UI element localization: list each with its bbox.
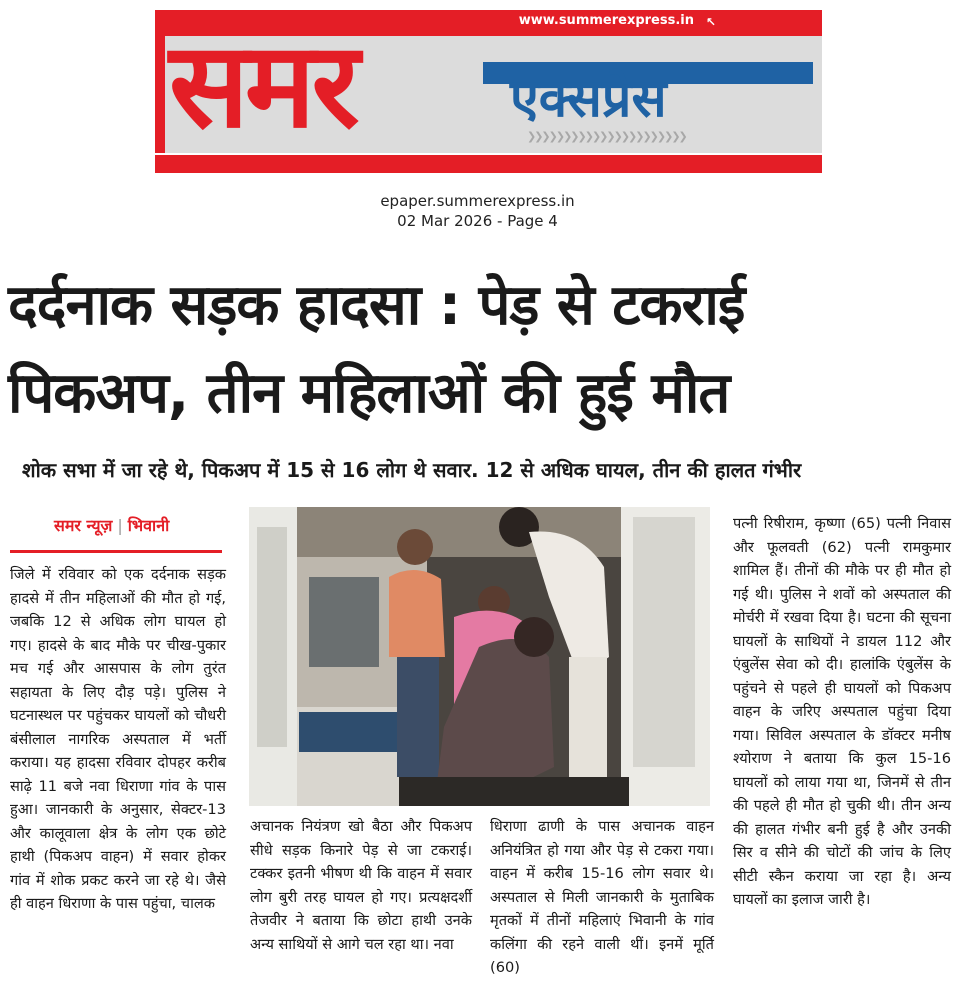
byline-text — [54, 514, 169, 536]
newspaper-subbrand: एक्सप्रेस — [510, 69, 667, 129]
epaper-site: epaper.summerexpress.in — [380, 192, 575, 210]
masthead-left-accent — [155, 36, 165, 153]
newspaper-logo: समर — [169, 16, 356, 154]
article-column-2: अचानक नियंत्रण खो बैठा और पिकअप सीधे सड़क किनारे पेड़ से जा टकराई। टक्कर इतनी भीषण थी कि वाहन में सवार लोग बुरी तरह घायल हो गए। प्रत्यक्षदर्शी तेजवीर ने बताया कि छोटा हाथी उनके अन्य साथियों से आगे चल रहा था। नवा — [250, 818, 472, 953]
article-column-4: पत्नी रिषीराम, कृष्णा (65) पत्नी निवास और फूलवती (62) पत्नी रामकुमार शामिल हैं। तीनों की मौके पर ही मौत हो गई थी। पुलिस ने शवों को अस्पताल की मोर्चरी में रखवा दिया है। घटना की सूचना घायलों के साथियों ने डायल 112 और एंबुलेंस सेवा को दी। हालांकि एंबुलेंस के पहुंचने से पहले ही घायलों को पिकअप वाहन के जरिए अस्पताल पहुंचा दिया गया। सिविल अस्पताल के डॉक्टर मनीष श्योराण ने बताया कि कुल 15-16 घायलों को लाया गया था, जिनमें से तीन की पहले ही मौत हो चुकी थी। तीन अन्य की हालत गंभीर बनी हुई है और उनकी सिर व सीने की चोटों की जांच के लिए सीटी स्कैन कराया जा रहा है। अन्य घायलों का इलाज जारी है। — [733, 515, 951, 908]
headline-line-2: पिकअप, तीन महिलाओं की हुई मौत — [8, 361, 730, 426]
article-column-3: धिराणा ढाणी के पास अचानक वाहन अनियंत्रित हो गया और पेड़ से टकरा गया। वाहन में करीब 15-16 लोग सवार थे। अस्पताल से मिली जानकारी के मुताबिक मृतकों में तीनों महिलाएं भिवानी के गांव कलिंगा की रहने वाली थीं। इनमें मूर्ति (60) — [490, 818, 714, 976]
subheadline: शोक सभा में जा रहे थे, पिकअप में 15 से 16 लोग थे सवार. 12 से अधिक घायल, तीन की हालत गंभीर — [22, 458, 802, 482]
byline-place: भिवानी — [127, 516, 170, 535]
headline — [8, 262, 953, 438]
byline — [10, 512, 222, 553]
pointer-arrow-icon: ↖ — [705, 15, 716, 29]
ambulance-interior-photo — [249, 507, 710, 806]
masthead-bottom-bar — [155, 155, 822, 173]
news-photo — [249, 507, 710, 806]
masthead — [155, 10, 822, 173]
article-column-1: जिले में रविवार को एक दर्दनाक सड़क हादसे में तीन महिलाओं की मौत हो गई, जबकि 12 से अधिक लोग घायल हो गए। हादसे के बाद मौके पर चीख-पुकार मच गई और आसपास के लोग तुरंत सहायता के लिए दौड़ पड़े। पुलिस ने घटनास्थल पर पहुंचकर घायलों को चौधरी बंसीलाल नागरिक अस्पताल में भर्ती कराया। यह हादसा रविवार दोपहर करीब साढ़े 11 बजे नवा धिराणा गांव के पास हुआ। जानकारी के अनुसार, सेक्टर-13 और कालूवाला क्षेत्र के लोग एक छोटे हाथी (पिकअप वाहन) में सवार होकर गांव में शोक प्रकट करने जा रहे थे। जैसे ही वाहन धिराणा के पास पहुंचा, चालक — [10, 566, 226, 912]
chevrons-decoration-icon: ❯❯❯❯❯❯❯❯❯❯❯❯❯❯❯❯❯❯❯❯❯❯ — [527, 130, 686, 143]
byline-source: समर न्यूज़ — [54, 516, 113, 535]
byline-separator: | — [117, 516, 123, 535]
headline-line-1: दर्दनाक सड़क हादसा : पेड़ से टकराई — [8, 273, 745, 338]
edition-date-page: 02 Mar 2026 - Page 4 — [397, 212, 558, 230]
masthead-url[interactable]: www.summerexpress.in — [518, 13, 694, 28]
